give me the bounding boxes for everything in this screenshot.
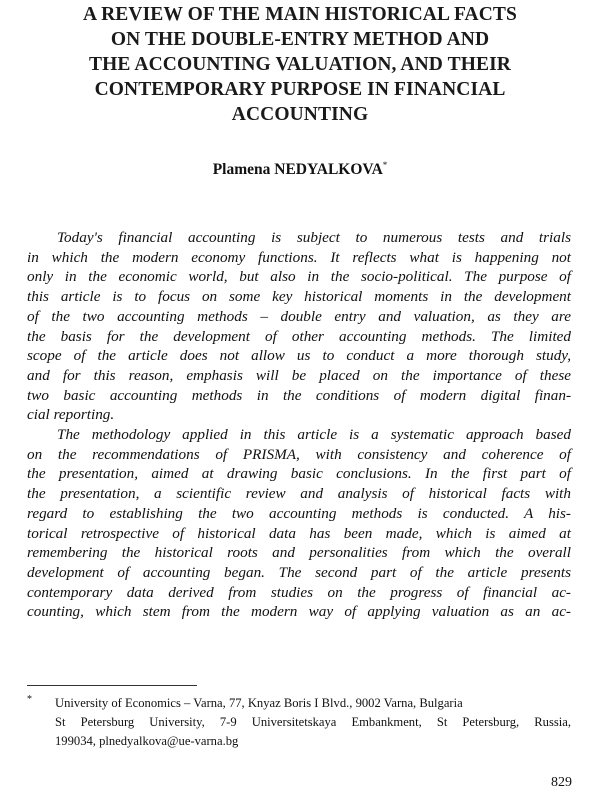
title-line: ACCOUNTING [231,104,369,125]
abstract-line: on the recommendations of PRISMA, with consistency and coherence of [27,445,571,463]
title-line: A REVIEW OF THE MAIN HISTORICAL FACTS [83,4,517,25]
footnote-divider [27,685,197,686]
footnote [27,694,571,751]
abstract-line: and for this reason, emphasis will be placed on the importance of these [27,366,571,384]
title-line: CONTEMPORARY PURPOSE IN FINANCIAL [94,79,506,100]
abstract-line: development of accounting began. The second part of the article presents [27,563,571,581]
title-line: ON THE DOUBLE-ENTRY METHOD AND [110,29,490,50]
abstract [27,228,571,622]
article-title [20,2,580,127]
abstract-line: the presentation, aimed at drawing basic conclusions. In the first part of [27,465,571,483]
abstract-line: the basis for the development of other accounting methods. The limited [27,327,571,345]
abstract-line: in which the modern economy functions. It reflects what is happening not [27,248,571,266]
author-footnote-mark: * [382,160,388,170]
abstract-line: remembering the historical roots and personalities from which the overall [27,544,571,562]
title-line: THE ACCOUNTING VALUATION, AND THEIR [89,54,511,75]
page-number: 829 [551,775,572,790]
abstract-line: Today's financial accounting is subject to numerous tests and trials [57,229,571,246]
abstract-line: of the two accounting methods – double entry and valuation, as they are [27,307,571,325]
abstract-line: this article is to focus on some key historical moments in the development [27,288,571,306]
abstract-line: scope of the article does not allow us to conduct a more thorough study, [27,347,571,365]
abstract-line: cial reporting. [27,406,115,424]
footnote-line: University of Economics – Varna, 77, Knyaz Boris I Blvd., 9002 Varna, Bulgaria [55,696,463,710]
author-line [0,160,600,179]
abstract-line: the presentation, a scientific review and analysis of historical facts with [27,485,571,503]
abstract-line: regard to establishing the two accounting methods is conducted. A his- [27,504,571,522]
author-name: Plamena NEDYALKOVA [212,161,383,178]
abstract-line: torical retrospective of historical data has been made, which is aimed at [27,524,571,542]
abstract-line: only in the economic world, but also in the socio-political. The purpose of [27,268,571,286]
abstract-line: The methodology applied in this article is a systematic approach based [57,426,571,444]
footnote-mark: * [27,694,32,705]
abstract-line: two basic accounting methods in the conditions of modern digital finan- [27,386,571,404]
footnote-line: 199034, plnedyalkova@ue-varna.bg [55,734,239,748]
footnote-line: St Petersburg University, 7-9 Universitetskaya Embankment, St Petersburg, Russia, [55,715,571,729]
abstract-line: counting, which stem from the modern way of applying valuation as an ac- [27,603,571,621]
abstract-line: contemporary data derived from studies on the progress of financial ac- [27,583,571,601]
